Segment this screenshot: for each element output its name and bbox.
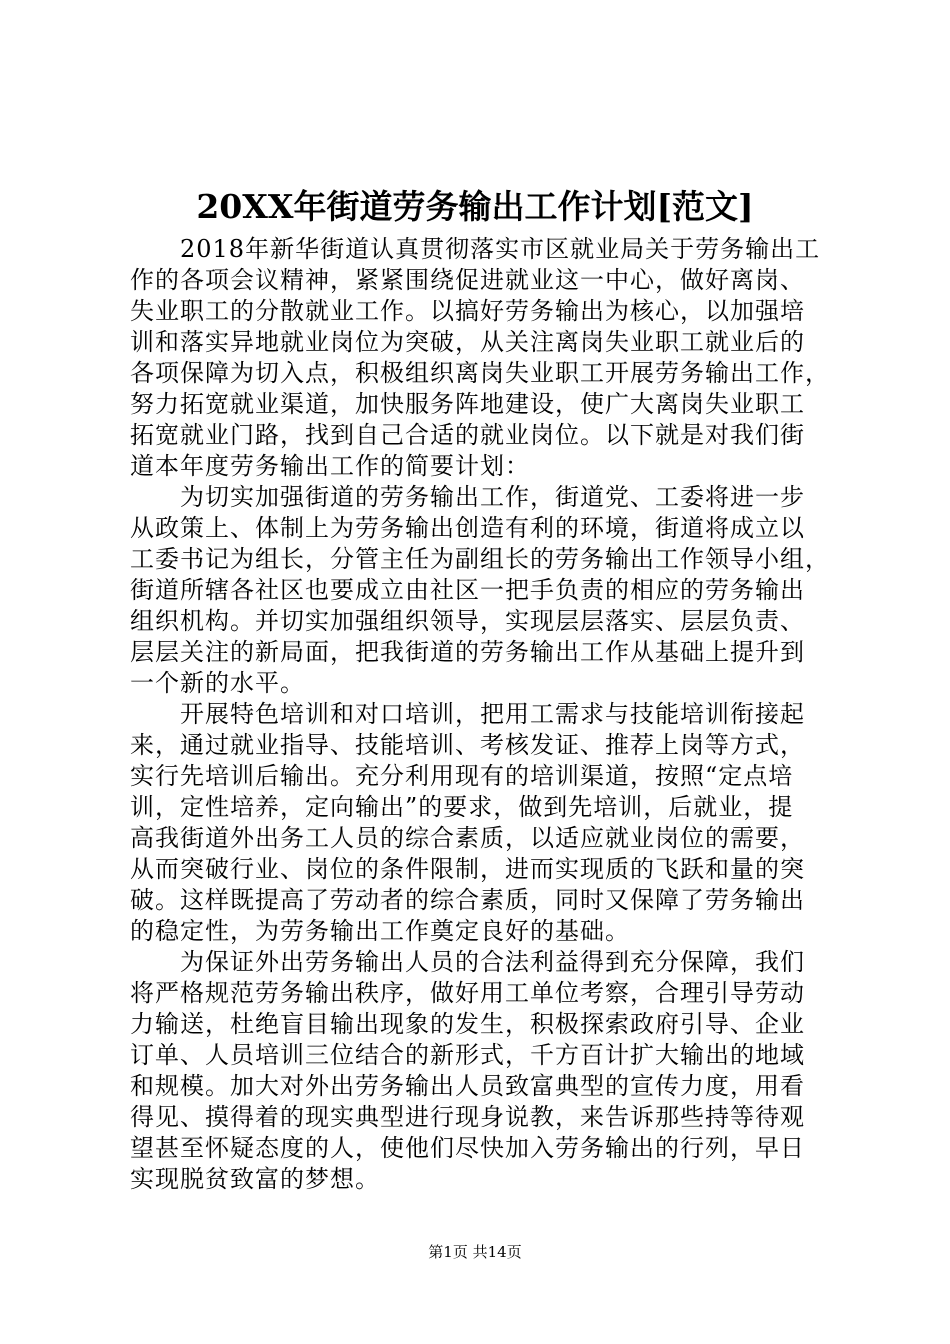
text-line: 拓宽就业门路，找到自己合适的就业岗位。以下就是对我们街 [130, 421, 805, 449]
text-line: 努力拓宽就业渠道，加快服务阵地建设，使广大离岗失业职工 [130, 390, 805, 418]
text-line: 训和落实异地就业岗位为突破，从关注离岗失业职工就业后的 [130, 328, 805, 356]
text-line: 街道所辖各社区也要成立由社区一把手负责的相应的劳务输出 [130, 576, 805, 604]
text-line: 和规模。加大对外出劳务输出人员致富典型的宣传力度，用看 [130, 1072, 805, 1100]
text-line: 为保证外出劳务输出人员的合法利益得到充分保障，我们 [130, 948, 805, 976]
text-line: 将严格规范劳务输出秩序，做好用工单位考察，合理引导劳动 [130, 979, 805, 1007]
text-line: 开展特色培训和对口培训，把用工需求与技能培训衔接起 [130, 700, 805, 728]
page-footer: 第1页 共14页 [428, 1243, 522, 1261]
text-line: 为切实加强街道的劳务输出工作，街道党、工委将进一步 [130, 483, 805, 511]
text-line: 从政策上、体制上为劳务输出创造有利的环境，街道将成立以 [130, 514, 805, 542]
text-line: 组织机构。并切实加强组织领导，实现层层落实、层层负责、 [130, 607, 805, 635]
text-line: 实行先培训后输出。充分利用现有的培训渠道，按照“定点培 [130, 762, 794, 790]
text-line: 2018年新华街道认真贯彻落实市区就业局关于劳务输出工 [130, 235, 821, 263]
text-line: 一个新的水平。 [130, 669, 305, 697]
text-line: 望甚至怀疑态度的人，使他们尽快加入劳务输出的行列，早日 [130, 1134, 805, 1162]
text-line: 训，定性培养，定向输出”的要求，做到先培训，后就业，提 [130, 793, 794, 821]
text-line: 的稳定性，为劳务输出工作奠定良好的基础。 [130, 917, 630, 945]
text-line: 作的各项会议精神，紧紧围绕促进就业这一中心，做好离岗、 [130, 266, 805, 294]
text-line: 工委书记为组长，分管主任为副组长的劳务输出工作领导小组， [130, 545, 830, 573]
text-line: 破。这样既提高了劳动者的综合素质，同时又保障了劳务输出 [130, 886, 805, 914]
document-title: 20XX年街道劳务输出工作计划[范文] [196, 187, 754, 226]
text-line: 各项保障为切入点，积极组织离岗失业职工开展劳务输出工作， [130, 359, 830, 387]
text-line: 层层关注的新局面，把我街道的劳务输出工作从基础上提升到 [130, 638, 805, 666]
text-line: 失业职工的分散就业工作。以搞好劳务输出为核心，以加强培 [130, 297, 805, 325]
text-line: 实现脱贫致富的梦想。 [130, 1165, 380, 1193]
text-line: 来，通过就业指导、技能培训、考核发证、推荐上岗等方式， [130, 731, 805, 759]
text-line: 高我街道外出务工人员的综合素质，以适应就业岗位的需要， [130, 824, 805, 852]
text-line: 力输送，杜绝盲目输出现象的发生，积极探索政府引导、企业 [130, 1010, 805, 1038]
text-line: 订单、人员培训三位结合的新形式，千方百计扩大输出的地域 [130, 1041, 805, 1069]
text-line: 道本年度劳务输出工作的简要计划： [130, 452, 530, 480]
text-line: 得见、摸得着的现实典型进行现身说教，来告诉那些持等待观 [130, 1103, 805, 1131]
document-body [130, 234, 830, 1195]
text-line: 从而突破行业、岗位的条件限制，进而实现质的飞跃和量的突 [130, 855, 805, 883]
